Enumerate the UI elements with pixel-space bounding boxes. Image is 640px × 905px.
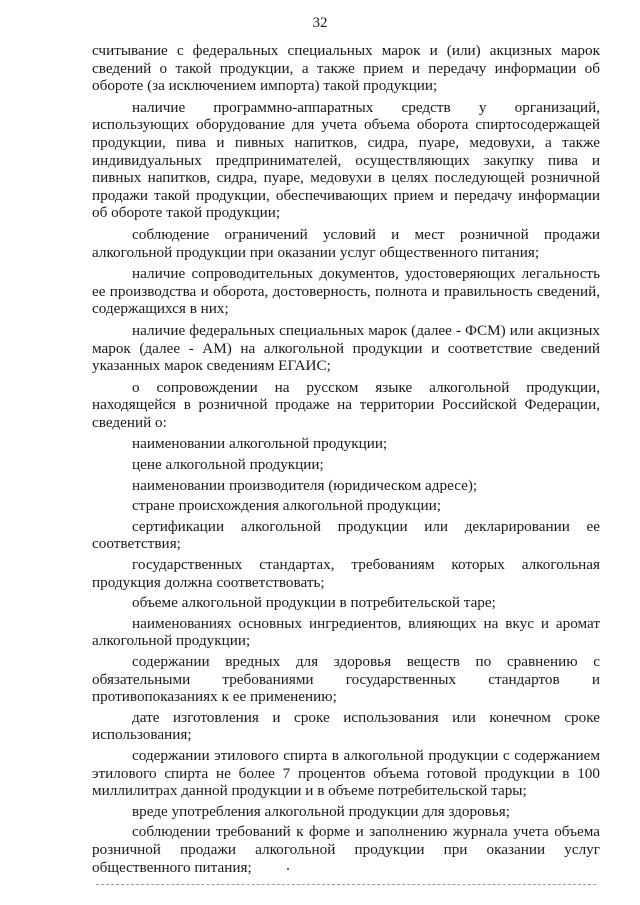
paragraph-6: о сопровождении на русском языке алкогольной продукции, находящейся в розничной продаже на территории Российской Федерации, сведений о:	[92, 378, 600, 431]
list-item: содержании вредных для здоровья веществ по сравнению с обязательными требованиями государственных стандартов и противопоказаниях к ее применению;	[92, 653, 600, 706]
list-item: содержании этилового спирта в алкогольной продукции с содержанием этилового спирта не более 7 процентов объема готовой продукции в 100 миллилитрах данной продукции и в объеме потребительской тары;	[92, 746, 600, 800]
page-number: 32	[312, 15, 328, 31]
list-item: государственных стандартах, требованиям которых алкогольная продукция должна соответствовать;	[92, 556, 600, 591]
list-item: объеме алкогольной продукции в потребительской таре;	[132, 594, 496, 612]
list-item: стране происхождения алкогольной продукции;	[132, 497, 442, 515]
paragraph-4: наличие сопроводительных документов, удостоверяющих легальность ее производства и оборота, достоверность, полнота и правильность сведений, содержащихся в них;	[92, 265, 600, 318]
list-item: вреде употребления алкогольной продукции для здоровья;	[132, 802, 510, 820]
scan-speck	[287, 868, 289, 870]
paragraph-1: считывание с федеральных специальных марок и (или) акцизных марок сведений о такой продукции, а также прием и передачу информации об обороте (за исключением импорта) такой продукции;	[92, 42, 600, 95]
list-item: цене алкогольной продукции;	[132, 456, 324, 474]
document-body	[92, 42, 600, 879]
paragraph-3: соблюдение ограничений условий и мест розничной продажи алкогольной продукции при оказании услуг общественного питания;	[92, 225, 600, 261]
list-item: сертификации алкогольной продукции или декларировании ее соответствия;	[92, 517, 600, 553]
paragraph-2: наличие программно-аппаратных средств у организаций, использующих оборудование для учета объема оборота спиртосодержащей продукции, пива и пивных напитков, сидра, пуаре, медовухи, а также индивидуальных предпринимателей, осуществляющих закупку пива и пивных напитков, сидра, пуаре, медовухи в целях последующей розничной продажи такой продукции, обеспечивающих прием и передачу информации об обороте такой продукции;	[92, 98, 600, 222]
paragraph-5: наличие федеральных специальных марок (далее - ФСМ) или акцизных марок (далее - АМ) на алкогольной продукции и соответствие сведений указанных марок сведениям ЕГАИС;	[92, 321, 600, 375]
list-item: наименовании алкогольной продукции;	[132, 435, 388, 453]
list-item: дате изготовления и сроке использования или конечном сроке использования;	[92, 708, 600, 744]
list-item: соблюдении требований к форме и заполнению журнала учета объема розничной продажи алкогольной продукции при оказании услуг общественного питания;	[92, 823, 600, 876]
list-item: наименовании производителя (юридическом адресе);	[132, 476, 478, 494]
list-item: наименованиях основных ингредиентов, влияющих на вкус и аромат алкогольной продукции;	[92, 614, 600, 650]
footer-rule	[96, 884, 596, 885]
